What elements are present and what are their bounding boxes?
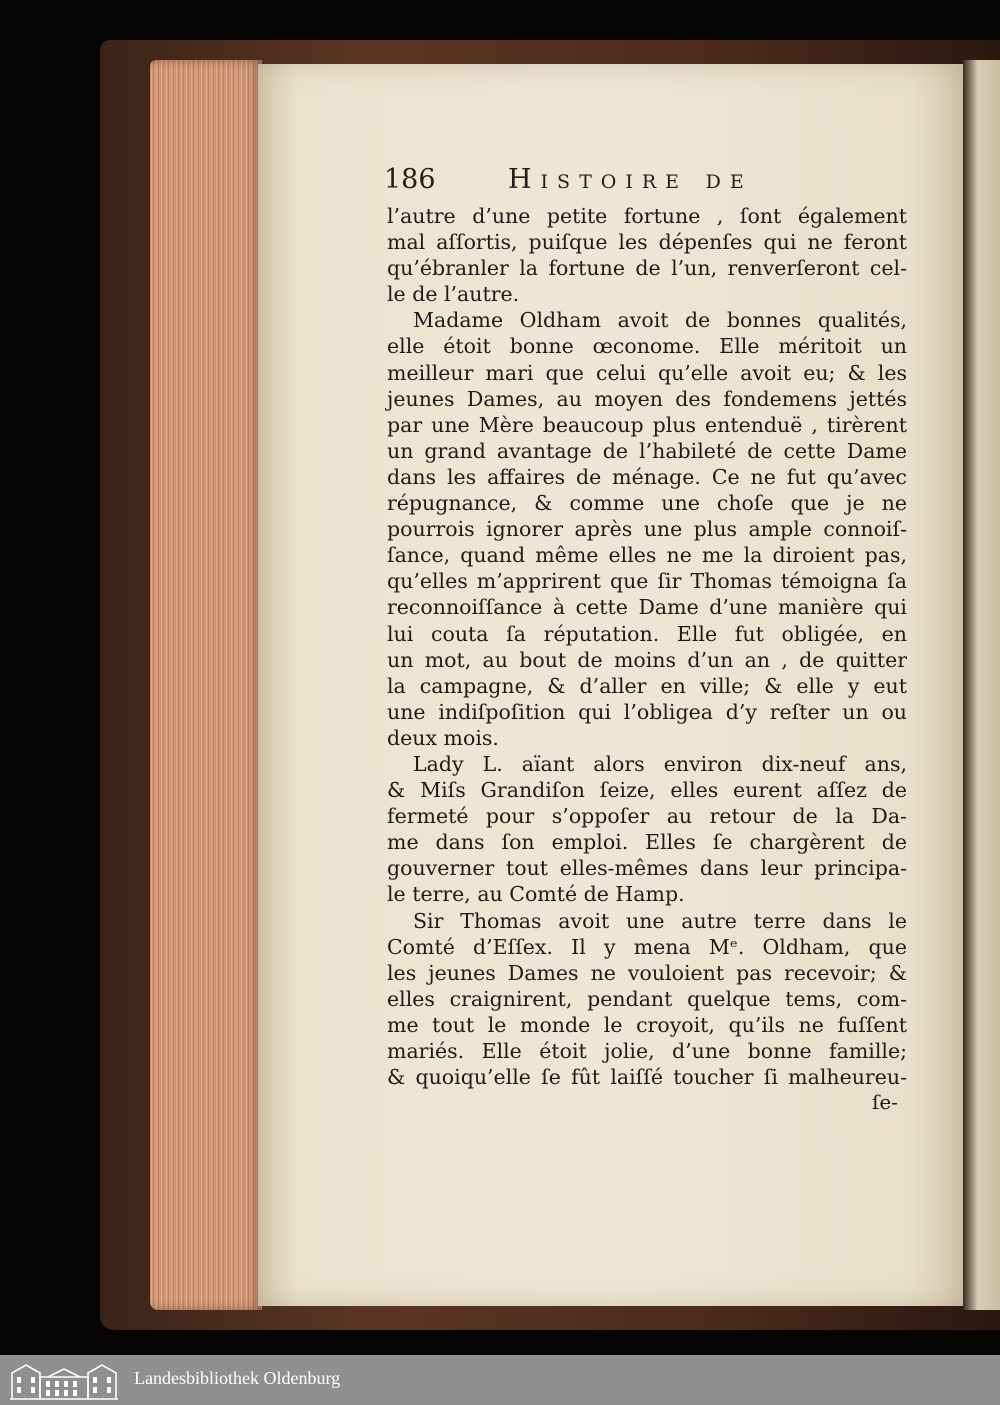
body-text [387, 203, 907, 1090]
text-line: un grand avantage de l’habileté de cette Dame [387, 438, 907, 463]
text-line: qu’elles m’apprirent que ſir Thomas témoigna ſa [387, 569, 907, 594]
text-line: la campagne, & d’aller en ville; & elle y eut [387, 673, 907, 698]
text-line: le terre, au Comté de Hamp. [387, 882, 685, 907]
text-line: me tout le monde le croyoit, qu’ils ne fuſſent [387, 1012, 907, 1037]
text-line: dans les affaires de ménage. Ce ne fut qu’avec [387, 464, 907, 489]
text-line: un mot, au bout de moins d’un an , de quitter [387, 647, 907, 672]
text-line: mariés. Elle étoit jolie, d’une bonne famille; [387, 1039, 907, 1063]
text-line: une indiſpoſition qui l’obligea d’y reſter un ou [387, 699, 907, 724]
text-line: reconnoiſſance à cette Dame d’une manière qui [387, 595, 907, 620]
text-line: Madame Oldham avoit de bonnes qualités, [413, 308, 907, 333]
text-line: & Miſs Grandiſon ſeize, elles eurent aſſez de [387, 778, 907, 803]
catchword: ſe- [872, 1090, 898, 1114]
text-line: fermeté pour s’oppoſer au retour de la Da- [387, 804, 907, 829]
text-line: mal aſſortis, puiſque les dépenſes qui ne feront [387, 230, 907, 255]
text-line: lui couta ſa réputation. Elle fut obligée, en [387, 621, 907, 646]
footer-bar [0, 1355, 1000, 1405]
text-line: Comté d’Eſſex. Il y mena Mᵉ. Oldham, que [387, 934, 907, 959]
text-line: Lady L. aïant alors environ dix-neuf ans, [413, 751, 907, 776]
text-line: & quoiqu’elle ſe fût laiſſé toucher ſi malheureu- [387, 1065, 907, 1090]
text-line: elle étoit bonne œconome. Elle méritoit un [387, 334, 907, 359]
text-line: Sir Thomas avoit une autre terre dans le [413, 908, 907, 933]
text-line: jeunes Dames, au moyen des fondemens jettés [387, 386, 907, 411]
text-line: gouverner tout elles-mêmes dans leur principa- [387, 856, 907, 881]
text-line: le de l’autre. [387, 282, 520, 307]
text-line: répugnance, & comme une choſe que je ne [387, 491, 907, 516]
text-line: deux mois. [387, 725, 499, 750]
library-name: Landesbibliothek Oldenburg [134, 1368, 341, 1388]
text-line: elles craignirent, pendant quelque tems, com- [387, 986, 907, 1011]
text-line: ſance, quand même elles ne me la diroient pas, [387, 543, 907, 568]
text-line: l’autre d’une petite fortune , ſont également [387, 204, 907, 228]
page-number: 186 [384, 164, 436, 195]
text-line: les jeunes Dames ne vouloient pas recevoir; & [387, 960, 907, 985]
facing-page-edge [963, 60, 1000, 1310]
page-edges [150, 60, 262, 1310]
library-building-icon [8, 1359, 120, 1401]
page-header [384, 160, 914, 200]
text-line: me dans ſon emploi. Elles ſe chargèrent de [387, 830, 907, 855]
text-line: par une Mère beaucoup plus entenduë , tirèrent [387, 412, 907, 437]
running-head: Histoire de [508, 164, 753, 195]
text-line: qu’ébranler la fortune de l’un, renverſeront cel- [387, 256, 907, 281]
text-line: meilleur mari que celui qu’elle avoit eu; & les [387, 360, 907, 385]
text-line: pourrois ignorer après une plus ample connoiſ- [387, 517, 907, 542]
